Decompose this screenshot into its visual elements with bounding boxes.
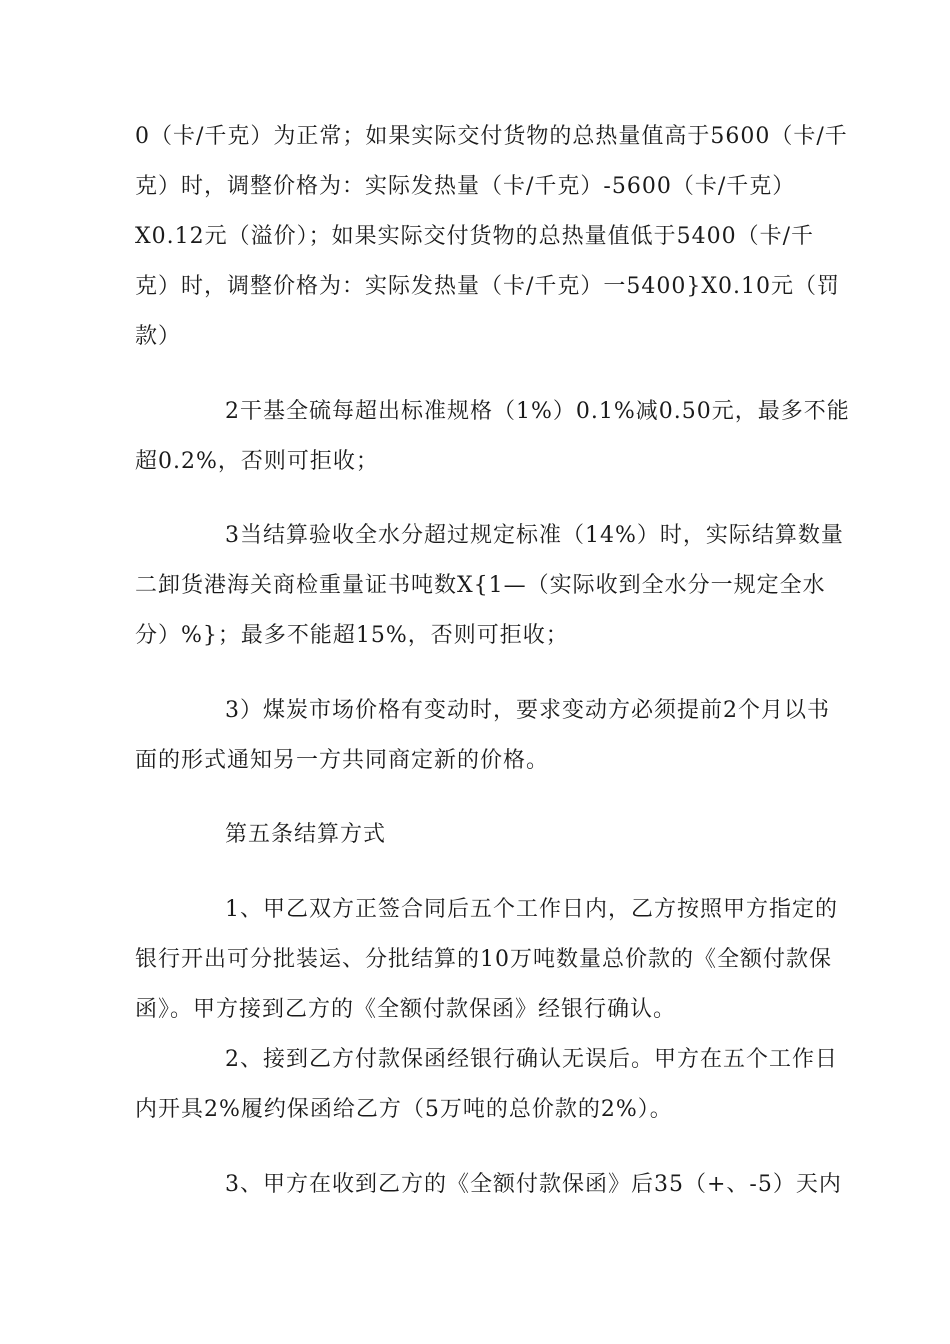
text-line: 款） bbox=[135, 324, 182, 349]
text-line: 2、接到乙方付款保函经银行确认无误后。甲方在五个工作日 bbox=[225, 1047, 838, 1072]
text-line: X0.12元（溢价）；如果实际交付货物的总热量值低于5400（卡/千 bbox=[135, 224, 815, 249]
text-line: 1、甲乙双方正签合同后五个工作日内，乙方按照甲方指定的 bbox=[225, 897, 838, 922]
text-line: 3）煤炭市场价格有变动时，要求变动方必须提前2个月以书 bbox=[225, 698, 830, 723]
text-line: 函》。甲方接到乙方的《全额付款保函》经银行确认。 bbox=[135, 997, 677, 1022]
text-line: 分）%}；最多不能超15%，否则可拒收； bbox=[135, 623, 569, 648]
text-line: 2干基全硫每超出标准规格（1%）0.1%减0.50元，最多不能 bbox=[225, 399, 850, 424]
text-line: 克）时，调整价格为：实际发热量（卡/千克）一5400}X0.10元（罚 bbox=[135, 274, 841, 299]
text-line: 超0.2%，否则可拒收； bbox=[135, 449, 379, 474]
text-line: 面的形式通知另一方共同商定新的价格。 bbox=[135, 748, 550, 773]
text-line: 内开具2%履约保函给乙方（5万吨的总价款的2%）。 bbox=[135, 1097, 673, 1122]
text-line: 0（卡/千克）为正常；如果实际交付货物的总热量值高于5600（卡/千 bbox=[135, 124, 848, 149]
text-line: 3、甲方在收到乙方的《全额付款保函》后35（+、-5）天内 bbox=[225, 1172, 842, 1197]
text-line: 克）时，调整价格为：实际发热量（卡/千克）-5600（卡/千克） bbox=[135, 174, 796, 199]
text-line: 银行开出可分批装运、分批结算的10万吨数量总价款的《全额付款保 bbox=[135, 947, 832, 972]
text-line: 二卸货港海关商检重量证书吨数X{1—（实际收到全水分一规定全水 bbox=[135, 573, 826, 598]
section-heading: 第五条结算方式 bbox=[225, 822, 387, 847]
text-line: 3当结算验收全水分超过规定标准（14%）时，实际结算数量 bbox=[225, 523, 844, 548]
